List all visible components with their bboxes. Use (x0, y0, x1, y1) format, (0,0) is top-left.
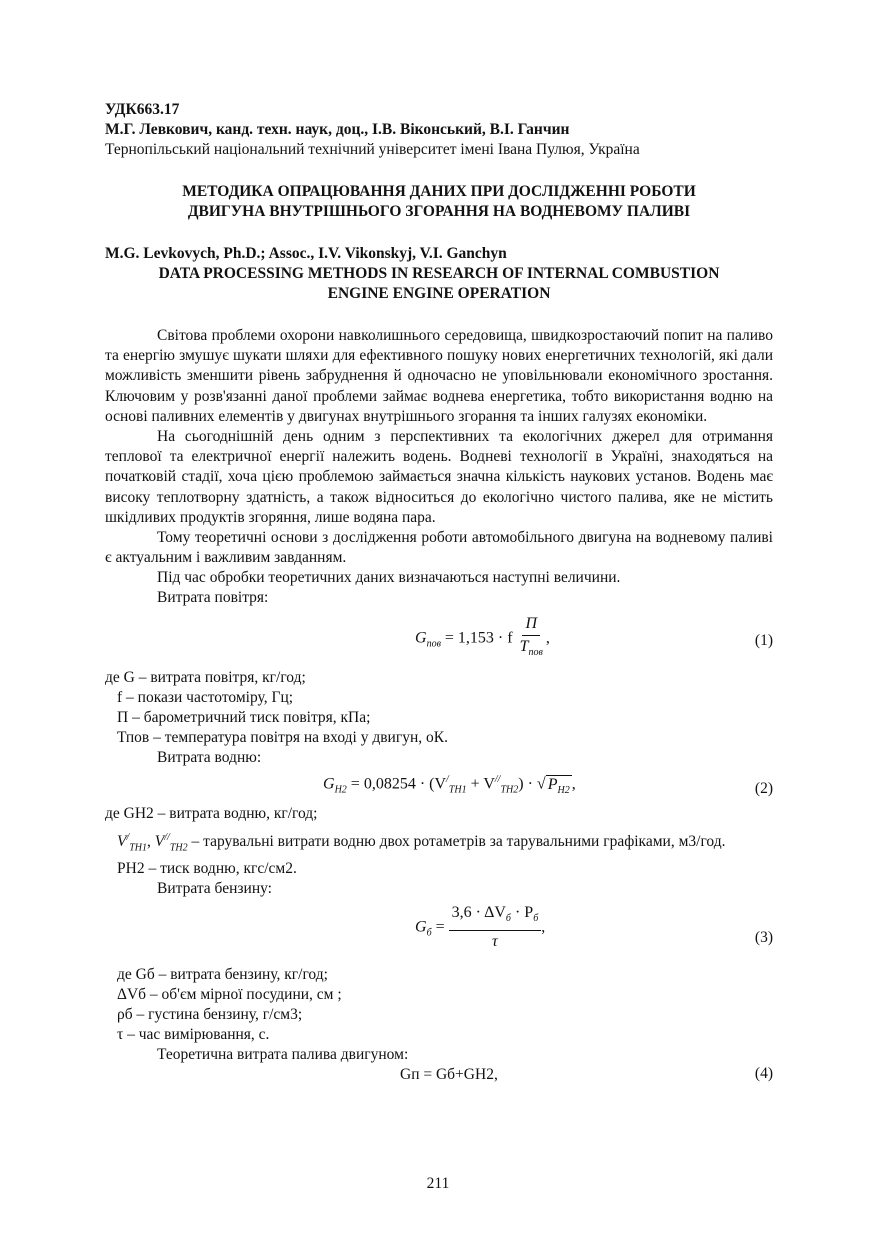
petrol-def-3: ρб – густина бензину, г/см3; (117, 1005, 303, 1023)
formula-4: Gп = Gб+GН2, (400, 1065, 498, 1083)
paragraph-3: Тому теоретичні основи з дослідження роботи автомобільного двигуна на водневому паливі є актуальним і важливим завданням. (105, 529, 773, 567)
formula-3-row (105, 899, 773, 965)
air-def-3: П – барометричний тиск повітря, кПа; (117, 709, 371, 727)
petrol-def-4: τ – час вимірювання, с. (117, 1025, 270, 1043)
title-ua-line1: МЕТОДИКА ОПРАЦЮВАННЯ ДАНИХ ПРИ ДОСЛІДЖЕННІ РОБОТИ (182, 183, 696, 200)
formula-2: $G_{H2} = 0,08254 \cdot (V^/_{TH1} + V^{//}_{TH2})$ · √ $P_{H2}$ , (323, 774, 576, 796)
authors-ua: М.Г. Левкович, канд. техн. наук, доц., І.В. Віконський, В.І. Ганчин (105, 121, 570, 138)
paragraph-1: Світова проблеми охорони навколишнього середовища, швидкозростаючий попит на паливо та енергію змушує шукати шляхи для ефективного пошуку нових енергетичних технологій, які дали можливість зменшити рівень забруднення й одночасно не уповільнювали економічного зростання. Ключовим у розв'язанні даної проблеми займає воднева енергетика, тобто використання водню на основі паливних елементів у двигунах внутрішнього згорання та інших галузях економіки. (105, 327, 773, 425)
paper-page (105, 100, 773, 1087)
air-heading: Витрата повітря: (157, 589, 269, 607)
udk-code: УДК663.17 (105, 101, 180, 118)
equation-number-3: (3) (754, 928, 773, 946)
formula-3: $G_б$ = $\frac{3,6 \cdot \Delta V_б \cdot P_б}{\tau}$ , (415, 903, 546, 950)
equation-number-4: (4) (754, 1064, 773, 1082)
air-def-1: де G – витрата повітря, кг/год; (105, 669, 306, 687)
formula-2-row (105, 768, 773, 804)
title-en-line1: DATA PROCESSING METHODS IN RESEARCH OF INTERNAL COMBUSTION (158, 265, 720, 282)
petrol-def-1: де Gб – витрата бензину, кг/год; (117, 965, 328, 983)
h2-def-3: PН2 – тиск водню, кгс/см2. (117, 859, 297, 877)
h2-heading: Витрата водню: (157, 749, 262, 767)
equation-number-2: (2) (754, 780, 773, 798)
authors-en: M.G. Levkovych, Ph.D.; Assoc., I.V. Vikonskyj, V.I. Ganchyn (105, 245, 507, 262)
affiliation: Тернопільський національний технічний університет імені Івана Пулюя, Україна (105, 141, 640, 158)
formula-1-row (105, 608, 773, 668)
title-en-line2: ENGINE ENGINE OPERATION (327, 285, 551, 302)
h2-def-1: де GН2 – витрата водню, кг/год; (105, 805, 318, 823)
title-ua-line2: ДВИГУНА ВНУТРІШНЬОГО ЗГОРАННЯ НА ВОДНЕВОМУ ПАЛИВІ (187, 203, 691, 220)
petrol-heading: Витрата бензину: (157, 879, 272, 897)
equation-number-1: (1) (754, 632, 773, 650)
paragraph-2: На сьогоднішній день одним з перспективних та екологічних джерел для отримання теплової та електричної енергії належить водень. Водневі технології в Україні, знаходяться на початковій стадії, хоча цією проблемою займається значна кількість наукових установ. Водень має високу теплотворну здатність, а також відноситься до екологічно чистого палива, яке не містить шкідливих продуктів згоряння, лише водяна пара. (105, 428, 773, 526)
formula-4-row (105, 1065, 773, 1087)
page-number: 211 (426, 1175, 450, 1192)
petrol-def-2: ΔVб – об'єм мірної посудини, см ; (117, 985, 342, 1003)
paragraph-4: Під час обробки теоретичних даних визначаються наступні величини. (157, 569, 621, 587)
air-def-2: f – покази частотоміру, Гц; (117, 689, 294, 707)
fuel-heading: Теоретична витрата палива двигуном: (157, 1045, 409, 1063)
h2-def-2: $V^/_{TH1}$, $V^{//}_{TH2}$ – тарувальні витрати водню двох ротаметрів за тарувальними графіками, м3/год. (117, 832, 726, 854)
formula-1: $G_{пов} = 1,153 \cdot f$ $\frac{П}{T_{пов}}$ , (415, 615, 550, 659)
air-def-4: Тпов – температура повітря на вході у двигун, оК. (117, 729, 448, 747)
